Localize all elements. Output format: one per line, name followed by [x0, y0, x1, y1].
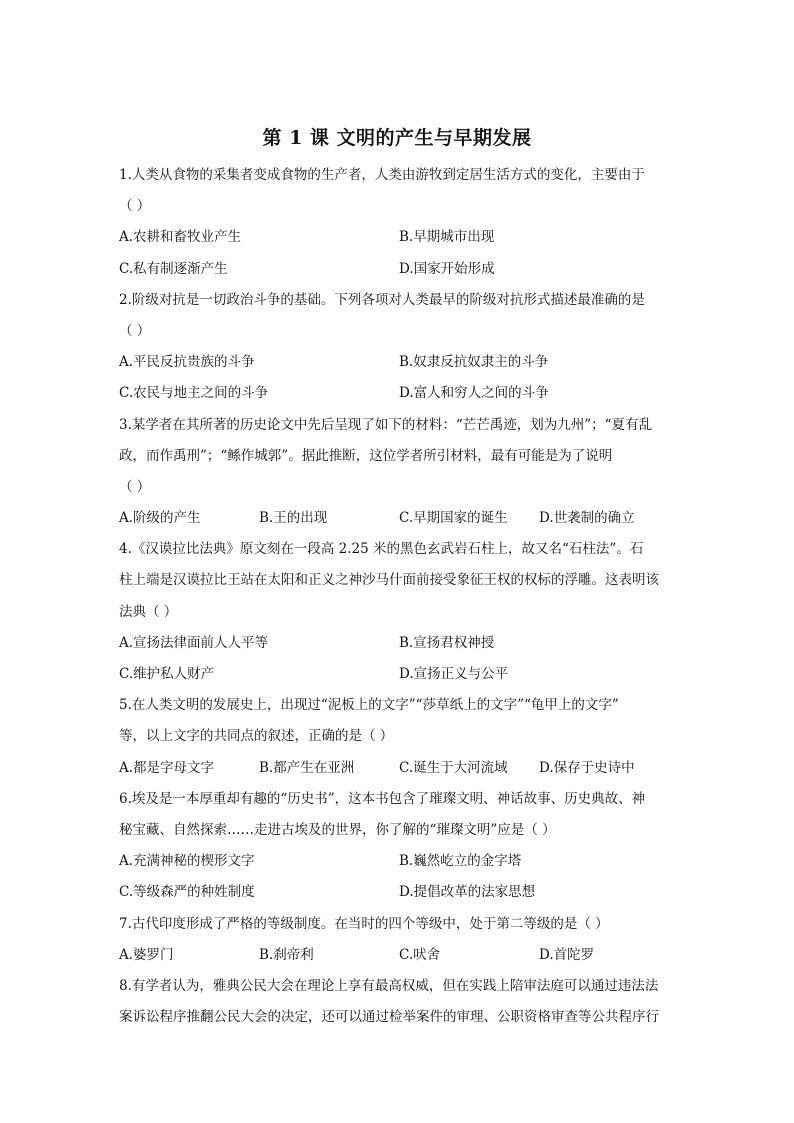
option-b: B.王的出现 [259, 510, 328, 527]
option-c: C.等级森严的种姓制度 [119, 884, 255, 901]
option-d: D.世袭制的确立 [539, 510, 635, 527]
option-c: C.农民与地主之间的斗争 [119, 385, 269, 402]
question-6 [119, 784, 679, 909]
question-1 [119, 160, 679, 285]
option-row [119, 940, 679, 971]
option-b: B.宣扬君权神授 [399, 634, 495, 651]
question-text: 等，以上文字的共同点的叙述，正确的是（ ） [119, 728, 394, 745]
question-text: 3.某学者在其所著的历史论文中先后呈现了如下的材料：“芒芒禹迹，划为九州”；“夏有乱 [119, 416, 653, 433]
question-text: 8.有学者认为，雅典公民大会在理论上享有最高权威，但在实践上陪审法庭可以通过违法法 [119, 977, 659, 994]
option-a: A.平民反抗贵族的斗争 [119, 354, 255, 371]
option-b: B.早期城市出现 [399, 229, 495, 246]
question-text: 5.在人类文明的发展史上，出现过“泥板上的文字”“莎草纸上的文字”“龟甲上的文字” [119, 697, 619, 714]
answer-blank: （ ） [119, 478, 151, 495]
option-row [119, 503, 679, 534]
question-text: 6.埃及是一本厚重却有趣的“历史书”，这本书包含了璀璨文明、神话故事、历史典故、神 [119, 790, 646, 807]
question-text: 2.阶级对抗是一切政治斗争的基础。下列各项对人类最早的阶级对抗形式描述最准确的是 [119, 291, 645, 308]
question-text: 柱上端是汉谟拉比王站在太阳和正义之神沙马什面前接受象征王权的权标的浮雕。这表明该 [119, 572, 659, 589]
question-8 [119, 971, 679, 1033]
answer-blank: （ ） [119, 322, 151, 339]
option-row [119, 378, 679, 409]
option-row [119, 846, 679, 877]
option-b: B.奴隶反抗奴隶主的斗争 [399, 354, 549, 371]
option-row [119, 347, 679, 378]
option-row [119, 222, 679, 253]
option-c: C.早期国家的诞生 [399, 510, 508, 527]
option-c: C.私有制逐渐产生 [119, 260, 228, 277]
option-d: D.国家开始形成 [399, 260, 495, 277]
option-d: D.保存于史诗中 [539, 759, 635, 776]
option-row [119, 877, 679, 908]
option-b: B.都产生在亚洲 [259, 759, 355, 776]
question-text: 案诉讼程序推翻公民大会的决定，还可以通过检举案件的审理、公职资格审查等公共程序行 [119, 1009, 659, 1026]
option-row [119, 659, 679, 690]
option-b: B.巍然屹立的金字塔 [399, 853, 522, 870]
question-text: 政，而作禹刑”；“鲧作城郭”。据此推断，这位学者所引材料，最有可能是为了说明 [119, 447, 613, 464]
option-a: A.都是字母文字 [119, 759, 215, 776]
question-3 [119, 410, 679, 535]
question-text: 4.《汉谟拉比法典》原文刻在一段高 2.25 米的黑色玄武岩石柱上，故又名“石柱法”。石 [119, 541, 644, 558]
question-7 [119, 909, 679, 971]
option-d: D.提倡改革的法家思想 [399, 884, 536, 901]
option-c: C.吠舍 [399, 946, 441, 963]
option-a: A.婆罗门 [119, 946, 174, 963]
question-4 [119, 534, 679, 690]
option-c: C.维护私人财产 [119, 666, 215, 682]
page-title: 第 1 课 文明的产生与早期发展 [262, 127, 532, 149]
option-row [119, 628, 679, 659]
question-text: 法典（ ） [119, 603, 178, 620]
option-a: A.阶级的产生 [119, 510, 201, 527]
option-a: A.农耕和畜牧业产生 [119, 229, 242, 246]
question-5 [119, 690, 679, 784]
option-a: A.宣扬法律面前人人平等 [119, 634, 269, 651]
option-c: C.诞生于大河流域 [399, 759, 508, 776]
question-2 [119, 285, 679, 410]
option-d: D.富人和穷人之间的斗争 [399, 385, 549, 402]
question-text: 7.古代印度形成了严格的等级制度。在当时的四个等级中，处于第二等级的是（ ） [119, 915, 609, 932]
option-row [119, 753, 679, 784]
option-b: B.刹帝利 [259, 946, 314, 963]
question-text: 1.人类从食物的采集者变成食物的生产者，人类由游牧到定居生活方式的变化，主要由于 [119, 167, 645, 183]
answer-blank: （ ） [119, 198, 151, 215]
option-a: A.充满神秘的楔形文字 [119, 853, 255, 870]
question-text: 秘宝藏、自然探索……走进古埃及的世界，你了解的“璀璨文明”应是（ ） [119, 821, 556, 838]
question-list [119, 160, 679, 1033]
option-row [119, 254, 679, 285]
option-d: D.首陀罗 [539, 946, 595, 963]
option-d: D.宣扬正义与公平 [399, 666, 509, 682]
